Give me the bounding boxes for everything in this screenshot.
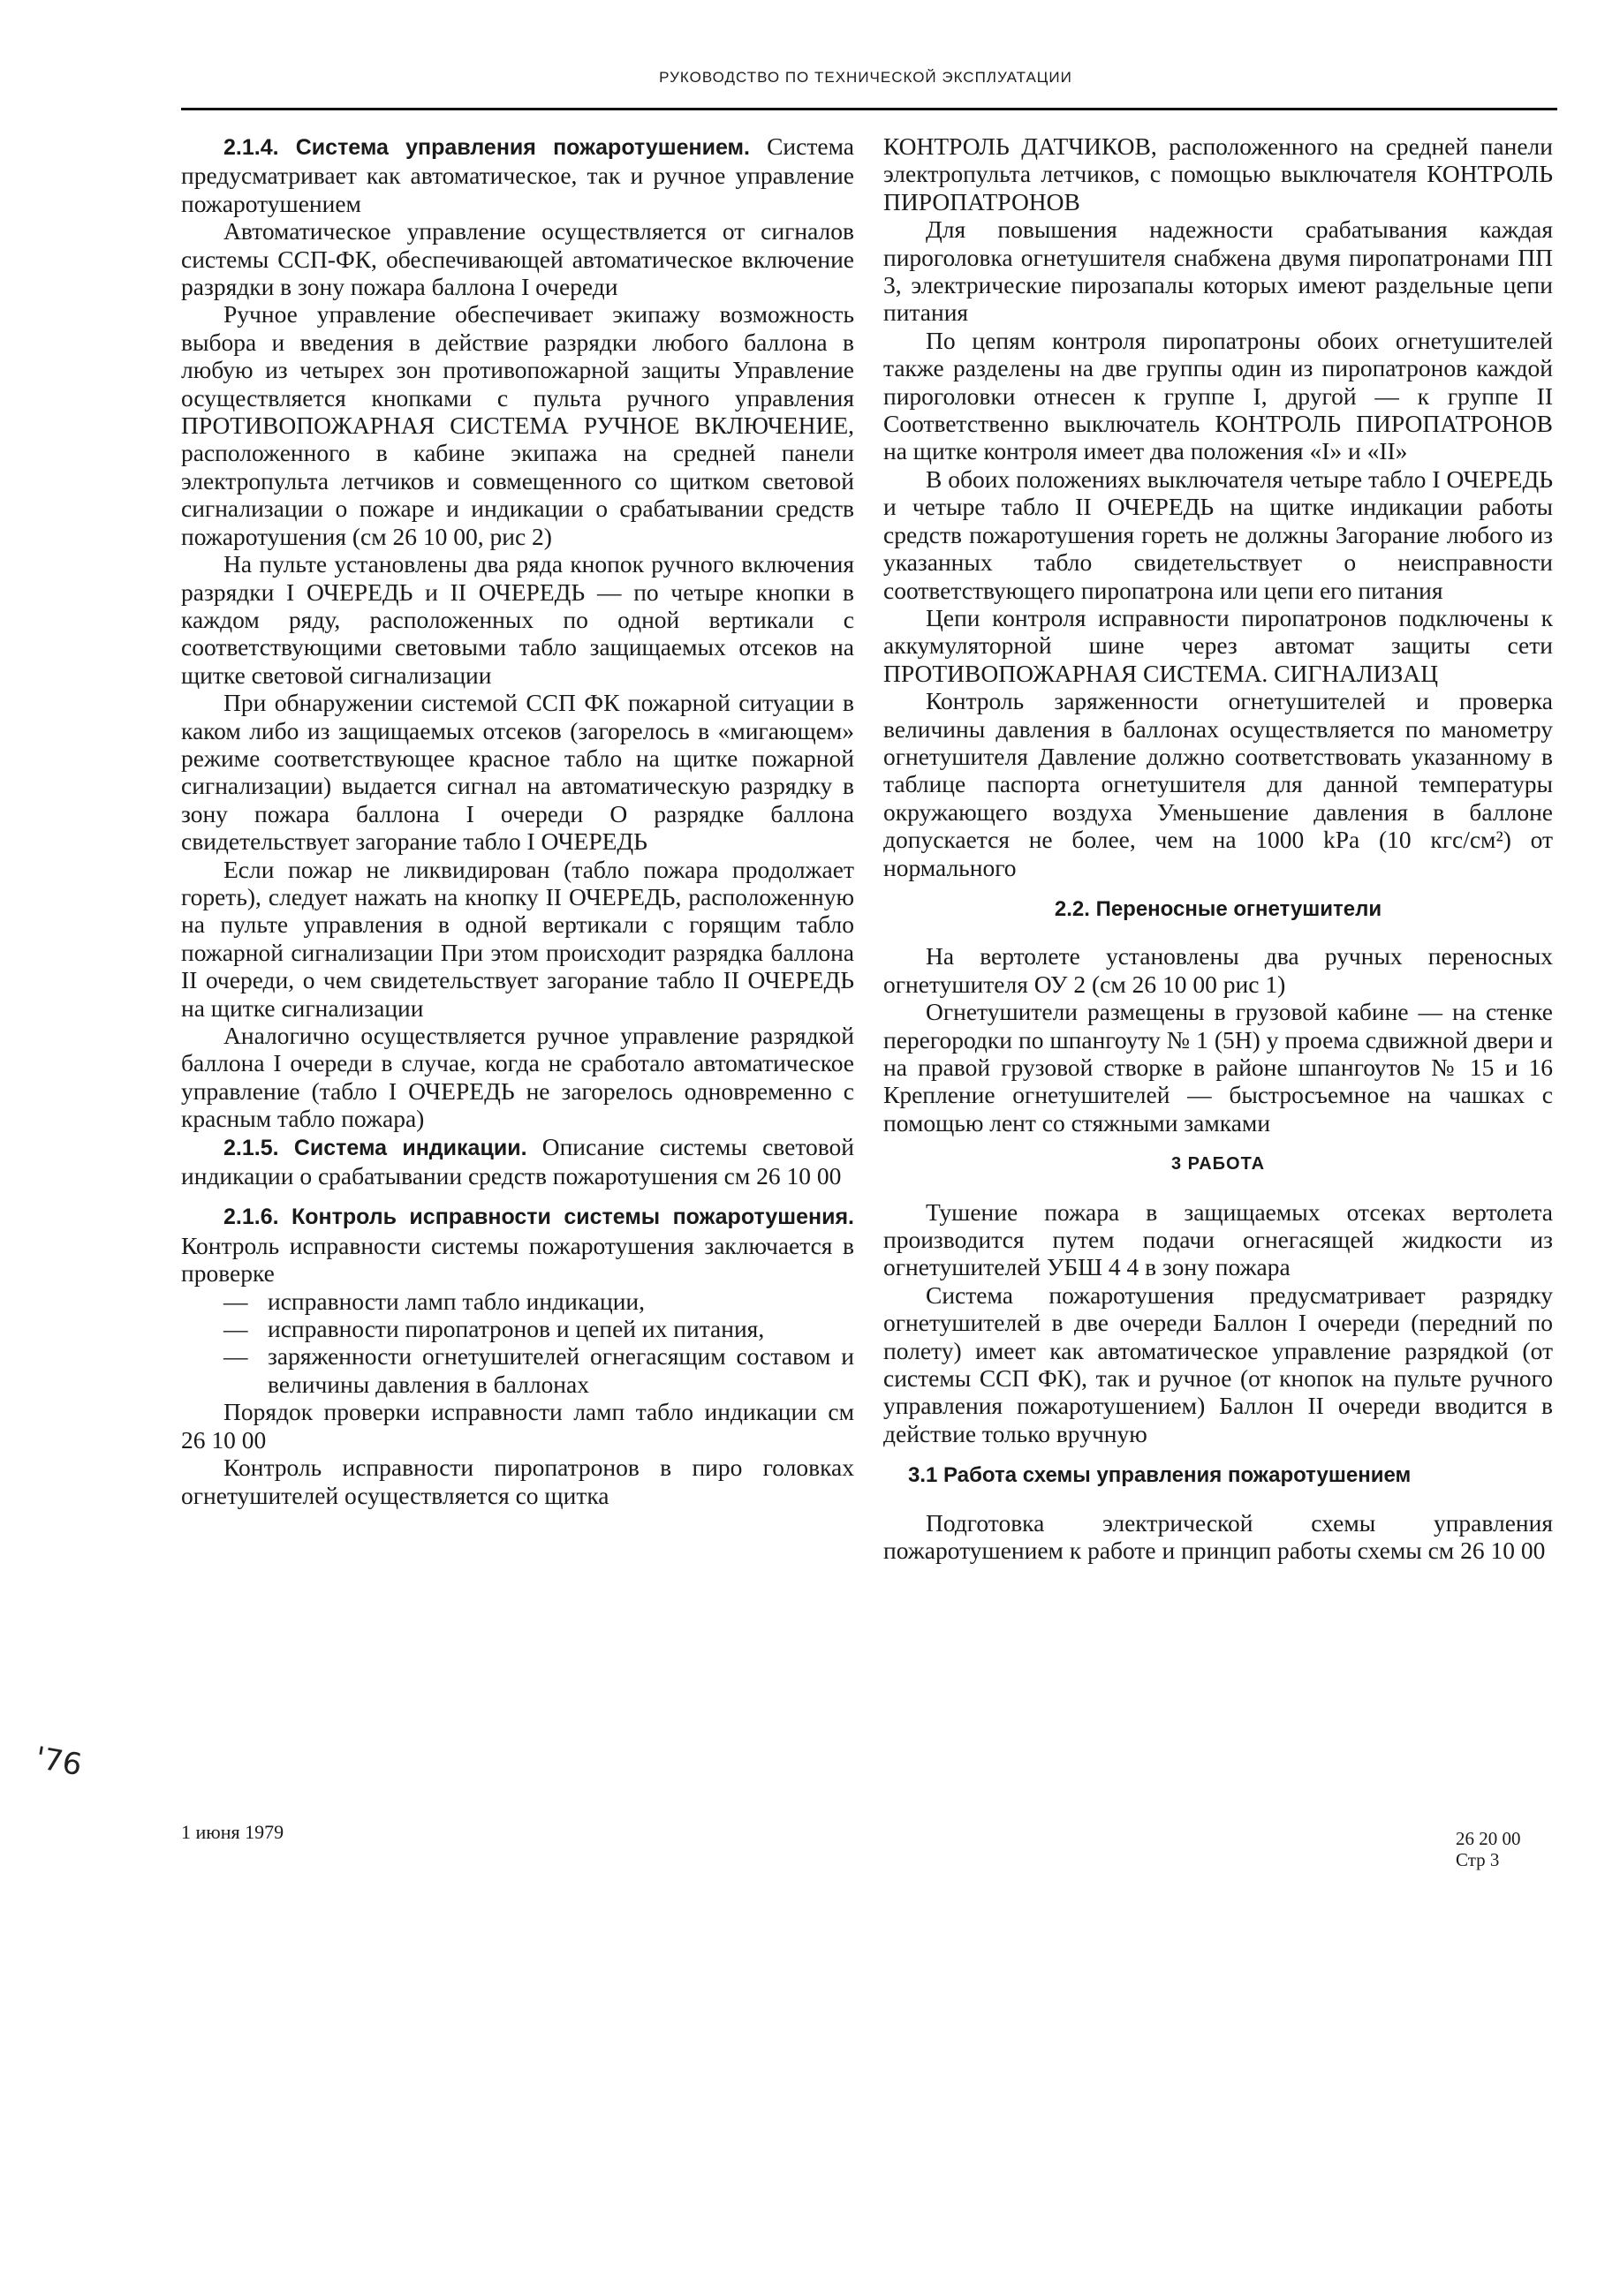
handwritten-margin-note: '76 (32, 1740, 85, 1784)
paragraph: КОНТРОЛЬ ДАТЧИКОВ, расположенного на средней панели электропульта летчиков, с помощью выключателя КОНТРОЛЬ ПИРОПАТРОНОВ (883, 132, 1553, 215)
paragraph: Описание системы световой индикации о срабатывании средств пожаротушения см 26 10 00 (181, 1132, 854, 1190)
section-2-1-4 (181, 132, 854, 217)
paragraph: На пульте установлены два ряда кнопок ручного включения разрядки I ОЧЕРЕДЬ и II ОЧЕРЕДЬ — по четыре кнопки в каждом ряду, расположенных по одной вертикали с соответствующими световыми табло защищаемых отсеков на щитке световой сигнализации (181, 550, 854, 689)
paragraph: На вертолете установлены два ручных переносных огнетушителя ОУ 2 (см 26 10 00 рис 1) (883, 942, 1553, 998)
header-rule (181, 108, 1557, 110)
check-list (181, 1288, 854, 1399)
paragraph: Ручное управление обеспечивает экипажу возможность выбора и введения в действие разрядки любого баллона в любую из четырех зон противопожарной защиты Управление осуществляется кнопками с пульта ручного управления ПРОТИВОПОЖАРНАЯ СИСТЕМА РУЧНОЕ ВКЛЮЧЕНИЕ, расположенного в кабине экипажа на средней панели электропульта летчиков и совмещенного со щитком световой сигнализации о пожаре и индикации о срабатывании средств пожаротушения (см 26 10 00, рис 2) (181, 300, 854, 550)
section-2-1-5-title: 2.1.5. Система индикации. (223, 1135, 527, 1160)
list-item: — исправности пиропатронов и цепей их питания, (223, 1315, 854, 1342)
list-item: — заряженности огнетушителей огнегасящим составом и величины давления в баллонах (223, 1342, 854, 1398)
paragraph: Автоматическое управление осуществляется от сигналов системы ССП-ФК, обеспечивающей автоматическое включение разрядки в зону пожара баллона I очереди (181, 217, 854, 301)
paragraph: Порядок проверки исправности ламп табло индикации см 26 10 00 (181, 1398, 854, 1454)
spacer (181, 1190, 854, 1202)
list-item: — исправности ламп табло индикации, (223, 1288, 854, 1315)
section-2-1-5 (181, 1133, 854, 1190)
paragraph: Тушение пожара в защищаемых отсеках вертолета производится путем подачи огнегасящей жидкости из огнетушителей УБШ 4 4 в зону пожара (883, 1197, 1553, 1281)
running-header: РУКОВОДСТВО ПО ТЕХНИЧЕСКОЙ ЭКСПЛУАТАЦИИ (659, 69, 1072, 86)
paragraph: Огнетушители размещены в грузовой кабине — на стенке перегородки по шпангоуту № 1 (5Н) у проема сдвижной двери и на правой грузовой створке в районе шпангоутов № 15 и 16 Крепление огнетушителей — быстросъемное на чашках с помощью лент со стяжными замками (883, 998, 1553, 1137)
paragraph: Аналогично осуществляется ручное управление разрядкой баллона I очереди в случае, когда не сработало автоматическое управление (табло I ОЧЕРЕДЬ не загорелось одновременно с красным табло пожара) (181, 1022, 854, 1133)
footer-page-info (1456, 1828, 1521, 1870)
section-2-1-4-title: 2.1.4. Система управления пожаротушением. (223, 135, 750, 160)
left-column (181, 132, 854, 1509)
paragraph: Цепи контроля исправности пиропатронов подключены к аккумуляторной шине через автомат защиты сети ПРОТИВОПОЖАРНАЯ СИСТЕМА. СИГНАЛИЗАЦ (883, 603, 1553, 687)
section-2-2-title: 2.2. Переносные огнетушители (1054, 896, 1382, 921)
paragraph: Контроль заряженности огнетушителей и проверка величины давления в баллонах осуществляется по манометру огнетушителя Давление должно соответствовать указанному в таблице паспорта огнетушителя для данной температуры окружающего воздуха Уменьшение давления в баллоне допускается не более, чем на 1000 kPa (10 кгс/см²) от нормального (883, 687, 1553, 881)
paragraph: Подготовка электрической схемы управления пожаротушением к работе и принцип работы схемы см 26 10 00 (883, 1508, 1553, 1565)
section-3-title: 3 РАБОТА (1170, 1154, 1266, 1174)
paragraph: Для повышения надежности срабатывания каждая пироголовка огнетушителя снабжена двумя пиропатронами ПП 3, электрические пирозапалы которых имеют раздельные цепи питания (883, 215, 1553, 327)
paragraph: Система пожаротушения предусматривает разрядку огнетушителей в две очереди Баллон I очереди (передний по полету) имеет как автоматическое управление разрядкой (от системы ССП ФК), так и ручное (от кнопок на пульте ручного управления пожаротушением) Баллон II очереди вводится в действие только вручную (883, 1280, 1553, 1447)
page-number: Стр 3 (1456, 1849, 1500, 1870)
paragraph: Контроль исправности системы пожаротушения заключается в проверке (181, 1231, 854, 1288)
paragraph: Система предусматривает как автоматическое, так и ручное управление пожаротушением (181, 132, 855, 217)
doc-code: 26 20 00 (1456, 1828, 1521, 1849)
right-column (883, 132, 1553, 1565)
paragraph: В обоих положениях выключателя четыре табло I ОЧЕРЕДЬ и четыре табло II ОЧЕРЕДЬ на щитке индикации работы средств пожаротушения гореть не должны Загорание любого из указанных табло свидетельствует о неисправности соответствующего пиропатрона или цепи его питания (883, 464, 1553, 604)
paragraph: Если пожар не ликвидирован (табло пожара продолжает гореть), следует нажать на кнопку II ОЧЕРЕДЬ, расположенную на пульте управления в одной вертикали с горящим табло пожарной сигнализации При этом происходит разрядка баллона II очереди, о чем свидетельствует загорание табло II ОЧЕРЕДЬ на щитке сигнализации (181, 855, 854, 1022)
paragraph: По цепям контроля пиропатроны обоих огнетушителей также разделены на две группы один из пиропатронов каждой пироголовки отнесен к группе I, другой — к группе II Соответственно выключатель КОНТРОЛЬ ПИРОПАТРОНОВ на щитке контроля имеет два положения «I» и «II» (883, 326, 1553, 465)
footer-date: 1 июня 1979 (181, 1821, 284, 1843)
section-2-1-6 (181, 1202, 854, 1287)
paragraph: Контроль исправности пиропатронов в пиро головках огнетушителей осуществляется со щитка (181, 1454, 854, 1509)
paragraph: При обнаружении системой ССП ФК пожарной ситуации в каком либо из защищаемых отсеков (загорелось в «мигающем» режиме соответствующее красное табло на щитке пожарной сигнализации) выдается сигнал на автоматическую разрядку в зону пожара баллона I очереди О разрядке баллона свидетельствует загорание табло I ОЧЕРЕДЬ (181, 689, 854, 856)
section-2-1-6-title: 2.1.6. Контроль исправности системы пожаротушения. (223, 1205, 854, 1230)
section-3-1-title: 3.1 Работа схемы управления пожаротушением (908, 1463, 1412, 1488)
